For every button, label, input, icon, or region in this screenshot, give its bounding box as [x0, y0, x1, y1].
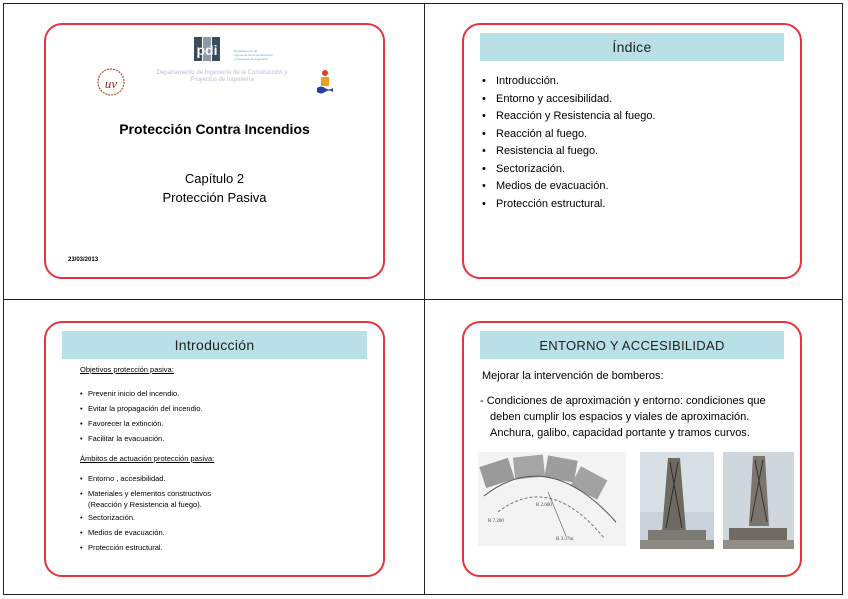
- list-item: • Reacción al fuego.: [482, 126, 656, 144]
- slide-title: Introducción: [62, 331, 367, 359]
- diagram-label: R 3.37m: [556, 537, 574, 542]
- list-item: • Materiales y elementos constructivos (Reacción y Resistencia al fuego).: [80, 486, 211, 510]
- slide-title: Índice: [480, 33, 784, 61]
- slide-introduction[interactable]: [44, 321, 385, 577]
- slide-date: 23/03/2013: [68, 257, 99, 263]
- list-item: • Facilitar la evacuación.: [80, 431, 203, 446]
- slide-access[interactable]: [462, 321, 802, 577]
- presentation-title: Protección Contra Incendios: [119, 121, 310, 137]
- diagram-label: R 2.600: [536, 503, 552, 508]
- list-item: • Sectorización.: [482, 161, 656, 179]
- slide-index[interactable]: [462, 23, 802, 279]
- list-item: • Protección estructural.: [482, 196, 656, 214]
- list-item: • Prevenir inicio del incendio.: [80, 386, 203, 401]
- list-item: • Medios de evacuación.: [482, 178, 656, 196]
- objectives-heading: Objetivos protección pasiva:: [80, 365, 174, 374]
- svg-text:uv: uv: [104, 76, 118, 91]
- list-item: • Entorno , accesibilidad.: [80, 471, 211, 486]
- horizontal-divider: [3, 299, 843, 300]
- scope-heading: Ámbitos de actuación protección pasiva:: [80, 454, 215, 463]
- list-item: • Resistencia al fuego.: [482, 143, 656, 161]
- slide-title: ENTORNO Y ACCESIBILIDAD: [480, 331, 784, 359]
- list-item: • Protección estructural.: [80, 540, 211, 555]
- slide-body: - Condiciones de aproximación y entorno: condiciones que deben cumplir los espacios y viales de aproximación. Anchura, galibo, capacidad portante y tramos curvos.: [480, 395, 766, 439]
- list-item-subline: (Reacción y Resistencia al fuego).: [88, 500, 202, 509]
- list-item: • Entorno y accesibilidad.: [482, 91, 656, 109]
- pdi-logo: [192, 35, 222, 63]
- chapter-label: Capítulo 2: [184, 171, 245, 186]
- list-item: • Favorecer la extinción.: [80, 416, 203, 431]
- pdi-logo-caption: Departamento de Ingeniería de la Construcción y Proyectos de Ingeniería: [234, 49, 274, 61]
- diagram-label: R 7.200: [488, 519, 504, 524]
- department-caption: Departamento de Ingeniería de la Construcción y Proyectos de Ingeniería: [156, 70, 288, 83]
- index-list: [482, 73, 656, 213]
- scope-list: [80, 471, 211, 555]
- list-item: • Introducción.: [482, 73, 656, 91]
- list-item: • Reacción y Resistencia al fuego.: [482, 108, 656, 126]
- turning-radius-diagram: [478, 452, 626, 546]
- chapter-subtitle: Protección Pasiva: [162, 190, 267, 205]
- objectives-list: [80, 386, 203, 446]
- slide-cover[interactable]: [44, 23, 385, 279]
- slide-intro: Mejorar la intervención de bomberos:: [482, 370, 664, 382]
- fire-truck-photo: [640, 452, 714, 549]
- ladder-truck-photo: [723, 452, 794, 549]
- pdi-logo-text: pdi: [196, 42, 218, 58]
- list-item: • Medios de evacuación.: [80, 525, 211, 540]
- university-seal-icon: [96, 67, 126, 97]
- list-item: • Sectorización.: [80, 510, 211, 525]
- list-item: • Evitar la propagación del incendio.: [80, 401, 203, 416]
- institution-logo-icon: [316, 69, 334, 95]
